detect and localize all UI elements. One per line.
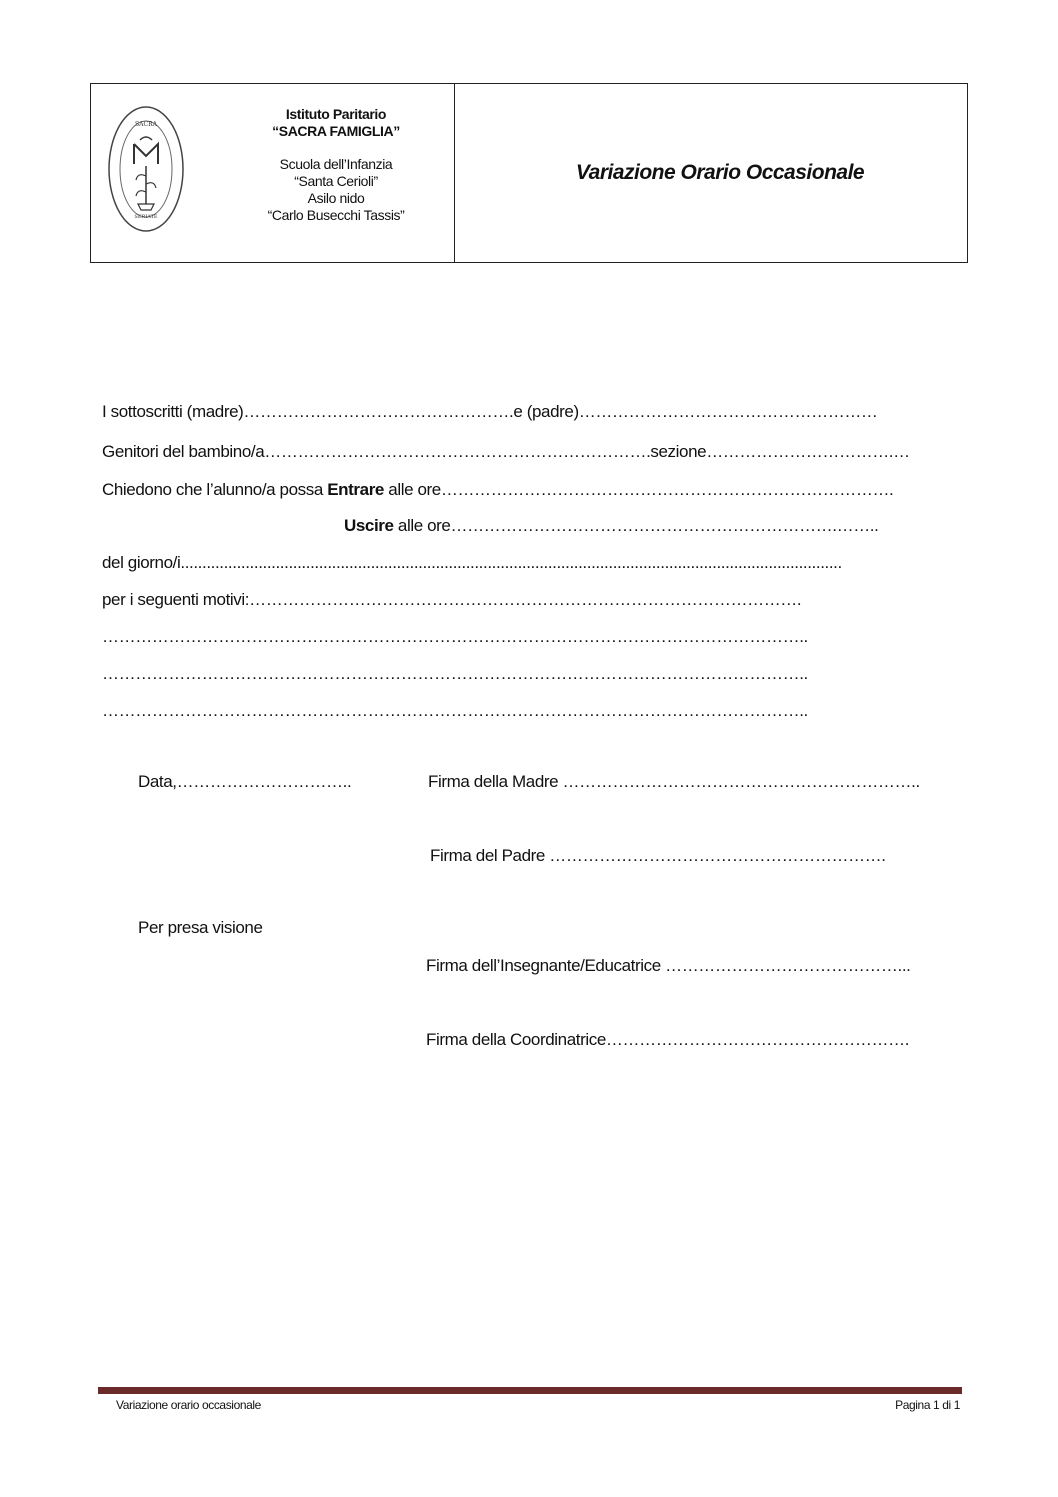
form-line-enter	[102, 480, 954, 500]
teacher-signature-line	[426, 956, 910, 976]
footer-document-name: Variazione orario occasionale	[116, 1398, 261, 1412]
school-line3: Asilo nido	[307, 190, 365, 206]
form-line-parents	[102, 402, 954, 422]
enter-label-suffix: alle ore	[383, 480, 441, 499]
days-field[interactable]: .........................................................................................................................................................	[180, 553, 842, 572]
footer-rule	[98, 1387, 962, 1394]
child-label: Genitori del bambino/a	[102, 442, 265, 461]
enter-time-field[interactable]: ……………………………………………………………………….	[440, 480, 894, 499]
form-line-child	[102, 442, 954, 462]
school-line1: Scuola dell’Infanzia	[279, 156, 393, 172]
institute-block	[91, 84, 455, 262]
document-title: Variazione Orario Occasionale	[575, 161, 865, 184]
date-label: Data,	[138, 772, 177, 791]
section-label: .sezione	[646, 442, 707, 461]
exit-label-suffix: alle ore	[393, 516, 451, 535]
seal-logo-icon	[107, 104, 185, 234]
form-line-exit	[344, 516, 954, 536]
reasons-blank-line-3[interactable]	[102, 701, 954, 721]
reasons-blank-line-2[interactable]	[102, 664, 954, 684]
title-block	[455, 84, 967, 262]
father-label: .e (padre)	[509, 402, 579, 421]
exit-time-field[interactable]: …………………………………………………………….……..	[450, 516, 879, 535]
reasons-field[interactable]: ……………………………………………………………………………………….	[249, 590, 802, 609]
enter-label-prefix: Chiedono che l’alunno/a possa	[102, 480, 328, 499]
mother-signature-field[interactable]: ………………………………………………………..	[562, 772, 920, 791]
date-field[interactable]: …………………………..	[176, 772, 352, 791]
school-line4: “Carlo Busecchi Tassis”	[267, 207, 405, 223]
coordinator-signature-field[interactable]: ……………………………………………….	[605, 1030, 910, 1049]
mother-field[interactable]: …………………………………………	[243, 402, 510, 421]
svg-text:SERIATE: SERIATE	[134, 214, 158, 220]
teacher-signature-label: Firma dell’Insegnante/Educatrice	[426, 956, 666, 975]
form-line-reasons	[102, 590, 954, 610]
form-line-days	[102, 553, 954, 573]
institute-name-line2: “SACRA FAMIGLIA”	[272, 123, 400, 139]
child-field[interactable]: ……………………………………………………………	[264, 442, 647, 461]
school-line2: “Santa Cerioli”	[294, 173, 378, 189]
institute-name-line1: Istituto Paritario	[285, 106, 387, 122]
blank-dots: ………………………………………………………………………………………………………………..	[102, 664, 808, 683]
enter-label-bold: Entrare	[327, 480, 384, 499]
svg-text:SACRA: SACRA	[135, 121, 157, 128]
section-field[interactable]: …………………………….…	[706, 442, 910, 461]
exit-label-bold: Uscire	[344, 516, 394, 535]
mother-label: I sottoscritti (madre)	[102, 402, 244, 421]
father-signature-field[interactable]: …………………………………………………….	[549, 846, 886, 865]
mother-signature-line	[428, 772, 920, 792]
blank-dots: ………………………………………………………………………………………………………………..	[102, 627, 808, 646]
mother-signature-label: Firma della Madre	[428, 772, 563, 791]
presa-visione-label: Per presa visione	[138, 918, 263, 937]
coordinator-signature-line	[426, 1030, 909, 1050]
footer-page-number: Pagina 1 di 1	[895, 1398, 960, 1412]
days-label: del giorno/i	[102, 553, 181, 572]
teacher-signature-field[interactable]: ……………………………………...	[665, 956, 911, 975]
father-signature-line	[430, 846, 886, 866]
father-signature-label: Firma del Padre	[430, 846, 550, 865]
reasons-blank-line-1[interactable]	[102, 627, 954, 647]
father-field[interactable]: ………………………………………………	[578, 402, 878, 421]
blank-dots: ………………………………………………………………………………………………………………..	[102, 701, 808, 720]
reasons-label: per i seguenti motivi:	[102, 590, 250, 609]
header-box	[90, 83, 968, 263]
institute-text	[221, 106, 451, 224]
coordinator-signature-label: Firma della Coordinatrice	[426, 1030, 606, 1049]
date-line	[138, 772, 351, 792]
